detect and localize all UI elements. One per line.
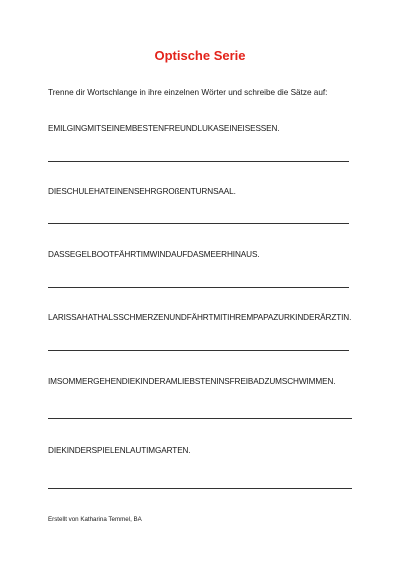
exercise-1-sentence: EMILGINGMITSEINEMBESTENFREUNDLUKASEINEISESSEN.	[48, 124, 280, 133]
exercise-4-answer-line	[48, 350, 349, 351]
exercise-5-sentence: IMSOMMERGEHENDIEKINDERAMLIEBSTENINSFREIBADZUMSCHWIMMEN.	[48, 377, 336, 386]
exercise-6-answer-line	[48, 488, 352, 489]
worksheet-title: Optische Serie	[154, 48, 246, 63]
exercise-3-answer-line	[48, 287, 349, 288]
exercise-2-answer-line	[48, 223, 349, 224]
exercise-2-sentence: DIESCHULEHATEINENSEHRGROßENTURNSAAL.	[48, 187, 236, 196]
exercise-3-sentence: DASSEGELBOOTFÄHRTIMWINDAUFDASMEERHINAUS.	[48, 250, 260, 259]
exercise-4-sentence: LARISSAHATHALSSCHMERZENUNDFÄHRTMITIHREMPAPAZURKINDERÄRZTIN.	[48, 313, 352, 322]
exercise-5-answer-line	[48, 418, 352, 419]
exercise-1-answer-line	[48, 161, 349, 162]
exercise-6-sentence: DIEKINDERSPIELENLAUTIMGARTEN.	[48, 446, 191, 455]
worksheet-footer: Erstellt von Katharina Temmel, BA	[48, 516, 142, 523]
worksheet-instruction: Trenne dir Wortschlange in ihre einzelnen Wörter und schreibe die Sätze auf:	[48, 88, 328, 97]
